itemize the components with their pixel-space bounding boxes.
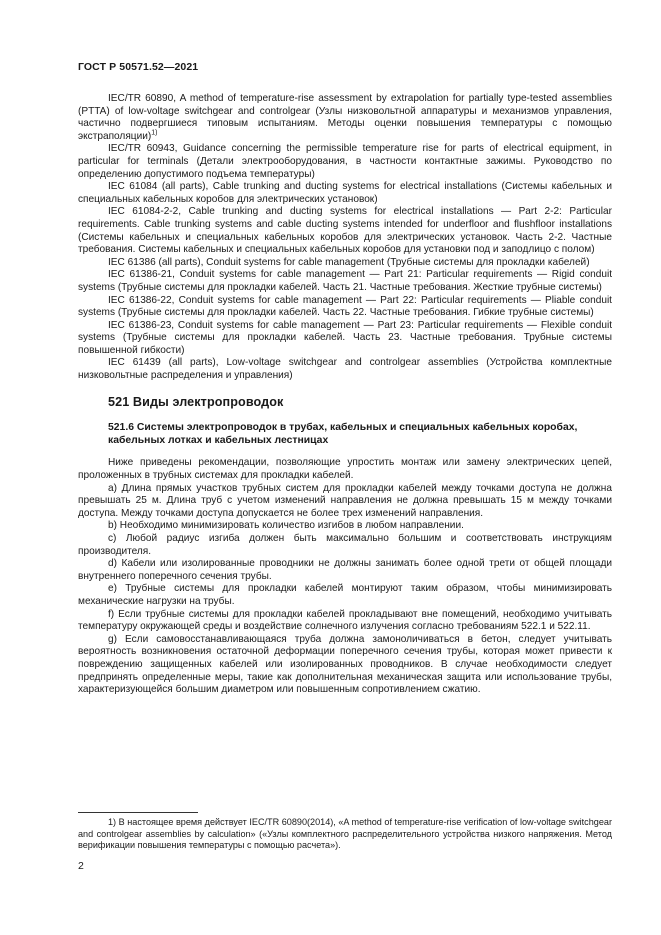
list-item-b: b) Необходимо минимизировать количество изгибов в любом направлении.: [108, 520, 464, 532]
reference-item: IEC 61084 (all parts), Cable trunking and ducting systems for electrical installations (Системы кабельных и специальных кабельных коробов для электрических установок): [78, 181, 612, 205]
reference-item: IEC/TR 60943, Guidance concerning the permissible temperature rise for parts of electrical equipment, in particular for terminals (Детали электрооборудования, в частности контактные зажимы. Руководство по определению допустимого подъема температуры): [78, 143, 612, 180]
section-heading: 521 Виды электропроводок: [108, 394, 284, 409]
footnote: [78, 817, 612, 852]
list-item-f: f) Если трубные системы для прокладки кабелей прокладывают вне помещений, необходимо учитывать температуру окружающей среды и воздействие солнечного излучения согласно требованиям 522.1 и 522.11.: [78, 608, 612, 633]
paragraph: Ниже приведены рекомендации, позволяющие упростить монтаж или замену электрических цепей, проложенных в трубных системах для прокладки кабелей.: [78, 457, 612, 482]
list-item-a: a) Длина прямых участков трубных систем для прокладки кабелей между точками доступа не должна превышать 25 м. Длина труб с учетом изменений направления не должна превышать 15 м между точками доступа. Между точками доступа допускается не более трех изменений направления.: [78, 482, 612, 519]
reference-item: IEC 61386 (all parts), Conduit systems for cable management (Трубные системы для прокладки кабелей): [108, 256, 590, 268]
document-body: [78, 93, 612, 697]
list-item-e: e) Трубные системы для прокладки кабелей монтируют таким образом, чтобы минимизировать механические нагрузки на трубы.: [78, 583, 612, 607]
footnote-divider: [78, 812, 198, 813]
reference-item: IEC 61386-21, Conduit systems for cable management — Part 21: Particular requirements — Rigid conduit systems (Трубные системы для прокладки кабелей. Часть 21. Частные требования. Жесткие трубные системы): [78, 269, 612, 293]
reference-item: IEC 61084-2-2, Cable trunking and ducting systems for electrical installations — Part 2-2: Particular requirements. Cable trunking systems and cable ducting systems intended for underfloor and flushfloor installations (Системы кабельных и специальных кабельных коробов для электрических установок. Часть 2-2. Частные требования. Системы кабельных и специальных кабельных коробов для установки под и заподлицо с полом): [78, 206, 612, 256]
footnote-text: 1) В настоящее время действует IEC/TR 60890(2014), «A method of temperature-rise verification of low-voltage switchgear and controlgear assemblies by calculation» («Узлы комплектного распределительного устройства низкого напряжения. Метод верификации повышения температуры с помощью расчета»).: [78, 817, 612, 851]
reference-item: IEC 61386-23, Conduit systems for cable management — Part 23: Particular requirements — Flexible conduit systems (Трубные системы для прокладки кабелей. Часть 23. Частные требования. Трубные системы повышенной гибкости): [78, 319, 612, 356]
subsection-heading: 521.6 Системы электропроводок в трубах, кабельных и специальных кабельных коробах, кабельных лотках и кабельных лестницах: [108, 422, 578, 446]
page-number: 2: [78, 860, 84, 872]
document-header: ГОСТ Р 50571.52—2021: [78, 61, 199, 73]
list-item-g: g) Если самовосстанавливающаяся труба должна замоноличиваться в бетон, следует учитывать вероятность возникновения остаточной деформации поперечного сечения трубы, которая может привести к повреждению защищенных кабелей или изолированных проводников. В случае необходимости следует предпринять определенные меры, такие как дополнительная механическая защита или использование трубы, характеризующейся большим диаметром или повышенным сопротивлением сжатию.: [78, 633, 612, 696]
list-item-c: c) Любой радиус изгиба должен быть максимально большим и соответствовать инструкциям производителя.: [78, 533, 612, 557]
reference-item: IEC 61439 (all parts), Low-voltage switchgear and controlgear assemblies (Устройства комплектные низковольтные распределения и управления): [78, 357, 612, 382]
list-item-d: d) Кабели или изолированные проводники не должны занимать более одной трети от общей площади внутреннего поперечного сечения трубы.: [78, 558, 612, 582]
footnote-marker[interactable]: 1): [151, 129, 158, 137]
reference-item: IEC 61386-22, Conduit systems for cable management — Part 22: Particular requirements — Pliable conduit systems (Трубные системы для прокладки кабелей. Часть 22. Частные требования. Гибкие трубные системы): [78, 294, 612, 319]
reference-item: IEC/TR 60890, A method of temperature-rise assessment by extrapolation for partially type-tested assemblies (PTTA) of low-voltage switchgear and controlgear (Узлы низковольтной аппаратуры и механизмов управления, частично подвергшиеся типовым испытаниям. Методы оценки повышения температуры с помощью экстраполяции)$^{1)}$: [78, 93, 612, 142]
